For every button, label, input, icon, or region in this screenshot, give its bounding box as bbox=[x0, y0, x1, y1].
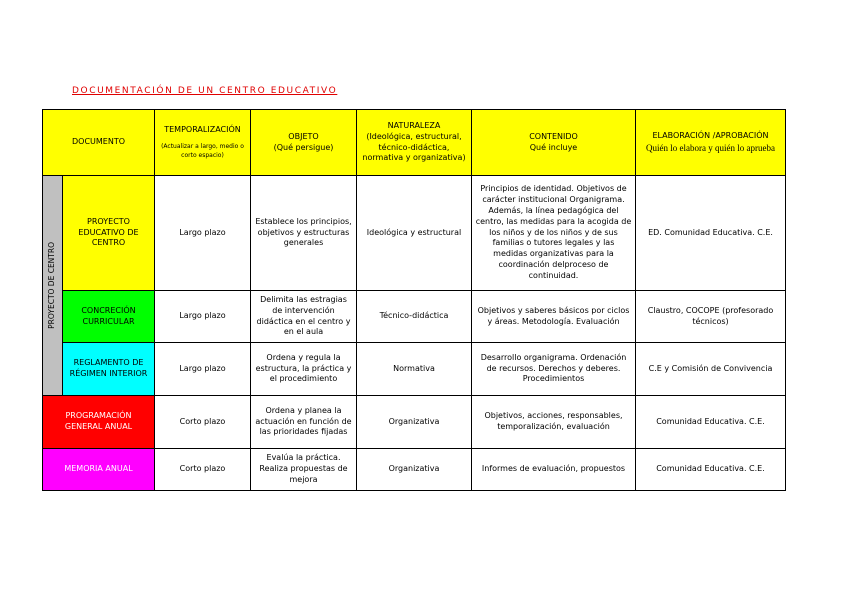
row-elaboracion: ED. Comunidad Educativa. C.E. bbox=[636, 176, 786, 291]
header-objeto-sub: (Qué persigue) bbox=[273, 142, 334, 152]
row-contenido: Objetivos y saberes básicos por ciclos y áreas. Metodología. Evaluación bbox=[472, 291, 636, 343]
row-naturaleza: Normativa bbox=[357, 343, 472, 396]
header-elaboracion: ELABORACIÓN /APROBACIÓN Quién lo elabora y quién lo aprueba bbox=[636, 110, 786, 176]
table-row bbox=[43, 449, 786, 491]
row-documento: MEMORIA ANUAL bbox=[43, 449, 155, 491]
row-elaboracion: C.E y Comisión de Convivencia bbox=[636, 343, 786, 396]
row-objeto: Establece los principios, objetivos y estructuras generales bbox=[251, 176, 357, 291]
header-temporalizacion-sub: (Actualizar a largo, medio o corto espacio) bbox=[161, 142, 244, 159]
header-row bbox=[43, 110, 786, 176]
row-contenido: Principios de identidad. Objetivos de carácter institucional Organigrama. Además, la línea pedagógica del centro, las medidas para la acogida de los niños y de los niños y de sus familias o tutores legales y las medidas organizativas para la coordinación delproceso de continuidad. bbox=[472, 176, 636, 291]
table-row bbox=[43, 396, 786, 449]
row-elaboracion: Comunidad Educativa. C.E. bbox=[636, 396, 786, 449]
row-naturaleza: Organizativa bbox=[357, 396, 472, 449]
row-temporalizacion: Largo plazo bbox=[155, 176, 251, 291]
row-contenido: Desarrollo organigrama. Ordenación de recursos. Derechos y deberes. Procedimientos bbox=[472, 343, 636, 396]
header-objeto: OBJETO (Qué persigue) bbox=[251, 110, 357, 176]
table-row bbox=[43, 176, 786, 291]
header-temporalizacion: TEMPORALIZACIÓN (Actualizar a largo, medio o corto espacio) bbox=[155, 110, 251, 176]
header-contenido: CONTENIDO Qué incluye bbox=[472, 110, 636, 176]
header-documento: DOCUMENTO bbox=[43, 110, 155, 176]
row-documento: REGLAMENTO DE RÉGIMEN INTERIOR bbox=[63, 343, 155, 396]
row-contenido: Informes de evaluación, propuestos bbox=[472, 449, 636, 491]
row-objeto: Ordena y planea la actuación en función de las prioridades fijadas bbox=[251, 396, 357, 449]
row-objeto: Evalúa la práctica. Realiza propuestas de mejora bbox=[251, 449, 357, 491]
row-objeto: Ordena y regula la estructura, la práctica y el procedimiento bbox=[251, 343, 357, 396]
header-elaboracion-sub: Quién lo elabora y quién lo aprueba bbox=[646, 142, 775, 153]
header-naturaleza-sub: (Ideológica, estructural, técnico-didáctica, normativa y organizativa) bbox=[362, 131, 466, 163]
document-title: DOCUMENTACIÓN DE UN CENTRO EDUCATIVO bbox=[72, 86, 338, 96]
row-documento: PROYECTO EDUCATIVO DE CENTRO bbox=[63, 176, 155, 291]
row-contenido: Objetivos, acciones, responsables, temporalización, evaluación bbox=[472, 396, 636, 449]
group-label-proyecto-centro: PROYECTO DE CENTRO bbox=[43, 176, 63, 396]
table-row bbox=[43, 291, 786, 343]
header-naturaleza: NATURALEZA (Ideológica, estructural, técnico-didáctica, normativa y organizativa) bbox=[357, 110, 472, 176]
documentation-table bbox=[42, 109, 786, 491]
table-row bbox=[43, 343, 786, 396]
row-temporalizacion: Largo plazo bbox=[155, 343, 251, 396]
row-objeto: Delimita las estragias de intervención didáctica en el centro y en el aula bbox=[251, 291, 357, 343]
row-naturaleza: Técnico-didáctica bbox=[357, 291, 472, 343]
row-temporalizacion: Corto plazo bbox=[155, 449, 251, 491]
header-contenido-sub: Qué incluye bbox=[529, 142, 578, 152]
row-documento: PROGRAMACIÓN GENERAL ANUAL bbox=[43, 396, 155, 449]
row-temporalizacion: Corto plazo bbox=[155, 396, 251, 449]
row-elaboracion: Comunidad Educativa. C.E. bbox=[636, 449, 786, 491]
row-documento: CONCRECIÓN CURRICULAR bbox=[63, 291, 155, 343]
row-naturaleza: Organizativa bbox=[357, 449, 472, 491]
row-naturaleza: Ideológica y estructural bbox=[357, 176, 472, 291]
row-temporalizacion: Largo plazo bbox=[155, 291, 251, 343]
row-elaboracion: Claustro, COCOPE (profesorado técnicos) bbox=[636, 291, 786, 343]
